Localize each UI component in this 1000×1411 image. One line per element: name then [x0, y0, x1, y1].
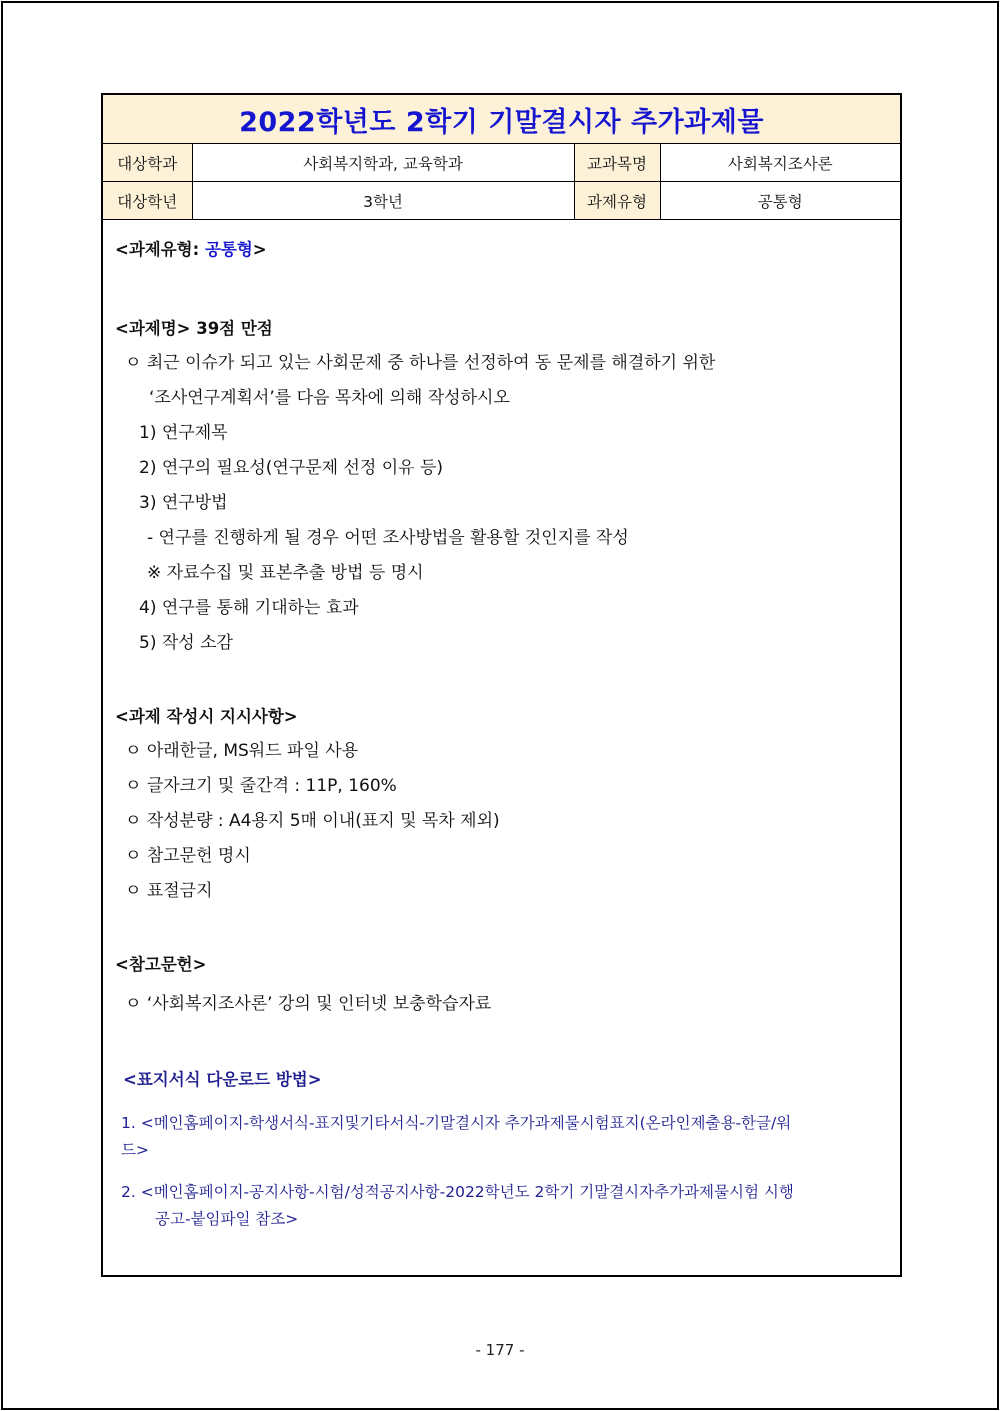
instruction-heading: <과제 작성시 지시사항>	[115, 707, 298, 726]
grade-label: 대상학년	[103, 182, 192, 220]
task-item: 4) 연구를 통해 기대하는 효과	[139, 598, 359, 618]
assignment-type-line	[115, 236, 267, 260]
download-heading: <표지서식 다운로드 방법>	[123, 1070, 322, 1089]
type-value: 공통형	[660, 182, 900, 220]
course-label: 교과목명	[574, 144, 660, 182]
dept-label: 대상학과	[103, 144, 192, 182]
type-suffix: >	[252, 240, 267, 259]
instruction-item: ㅇ 표절금지	[125, 881, 213, 901]
reference-item: ㅇ ‘사회복지조사론’ 강의 및 인터넷 보충학습자료	[125, 994, 492, 1014]
type-label: 과제유형	[574, 182, 660, 220]
task-intro-line1: ㅇ 최근 이슈가 되고 있는 사회문제 중 하나를 선정하여 동 문제를 해결하기 위한	[125, 353, 716, 373]
task-heading: <과제명> 39점 만점	[115, 319, 273, 338]
task-note: ※ 자료수집 및 표본추출 방법 등 명시	[147, 563, 424, 583]
meta-row-dept	[103, 144, 900, 182]
meta-table	[103, 144, 900, 220]
download-link-2-line1[interactable]: 2. <메인홈페이지-공지사항-시험/성적공지사항-2022학년도 2학기 기말결시자추가과제물시험 시행	[121, 1183, 794, 1201]
instruction-item: ㅇ 작성분량 : A4용지 5매 이내(표지 및 목차 제외)	[125, 811, 500, 831]
task-item: 5) 작성 소감	[139, 633, 233, 653]
instruction-item: ㅇ 글자크기 및 줄간격 : 11P, 160%	[125, 776, 397, 796]
task-item: 2) 연구의 필요성(연구문제 선정 이유 등)	[139, 458, 444, 478]
task-item: 3) 연구방법	[139, 493, 228, 513]
reference-heading: <참고문헌>	[115, 955, 207, 974]
meta-row-grade	[103, 182, 900, 220]
instruction-item: ㅇ 아래한글, MS워드 파일 사용	[125, 741, 359, 761]
page-number: - 177 -	[475, 1341, 525, 1359]
type-value-highlight: 공통형	[204, 240, 253, 259]
download-link-1-line1[interactable]: 1. <메인홈페이지-학생서식-표지및기타서식-기말결시자 추가과제물시험표지(온라인제출용-한글/워	[121, 1114, 792, 1132]
title-row	[103, 95, 900, 144]
task-subitem: - 연구를 진행하게 될 경우 어떤 조사방법을 활용할 것인지를 작성	[147, 528, 629, 548]
grade-value: 3학년	[192, 182, 574, 220]
instruction-item: ㅇ 참고문헌 명시	[125, 846, 251, 866]
download-link-1-line2[interactable]: 드>	[121, 1141, 149, 1159]
assignment-sheet	[101, 93, 902, 1277]
type-prefix: <과제유형:	[115, 240, 205, 259]
download-link-2-line2[interactable]: 공고-붙임파일 참조>	[155, 1210, 299, 1228]
page-title: 2022학년도 2학기 기말결시자 추가과제물	[239, 106, 764, 138]
course-value: 사회복지조사론	[660, 144, 900, 182]
task-item: 1) 연구제목	[139, 423, 228, 443]
dept-value: 사회복지학과, 교육학과	[192, 144, 574, 182]
task-intro-line2: ‘조사연구계획서’를 다음 목차에 의해 작성하시오	[149, 388, 510, 408]
